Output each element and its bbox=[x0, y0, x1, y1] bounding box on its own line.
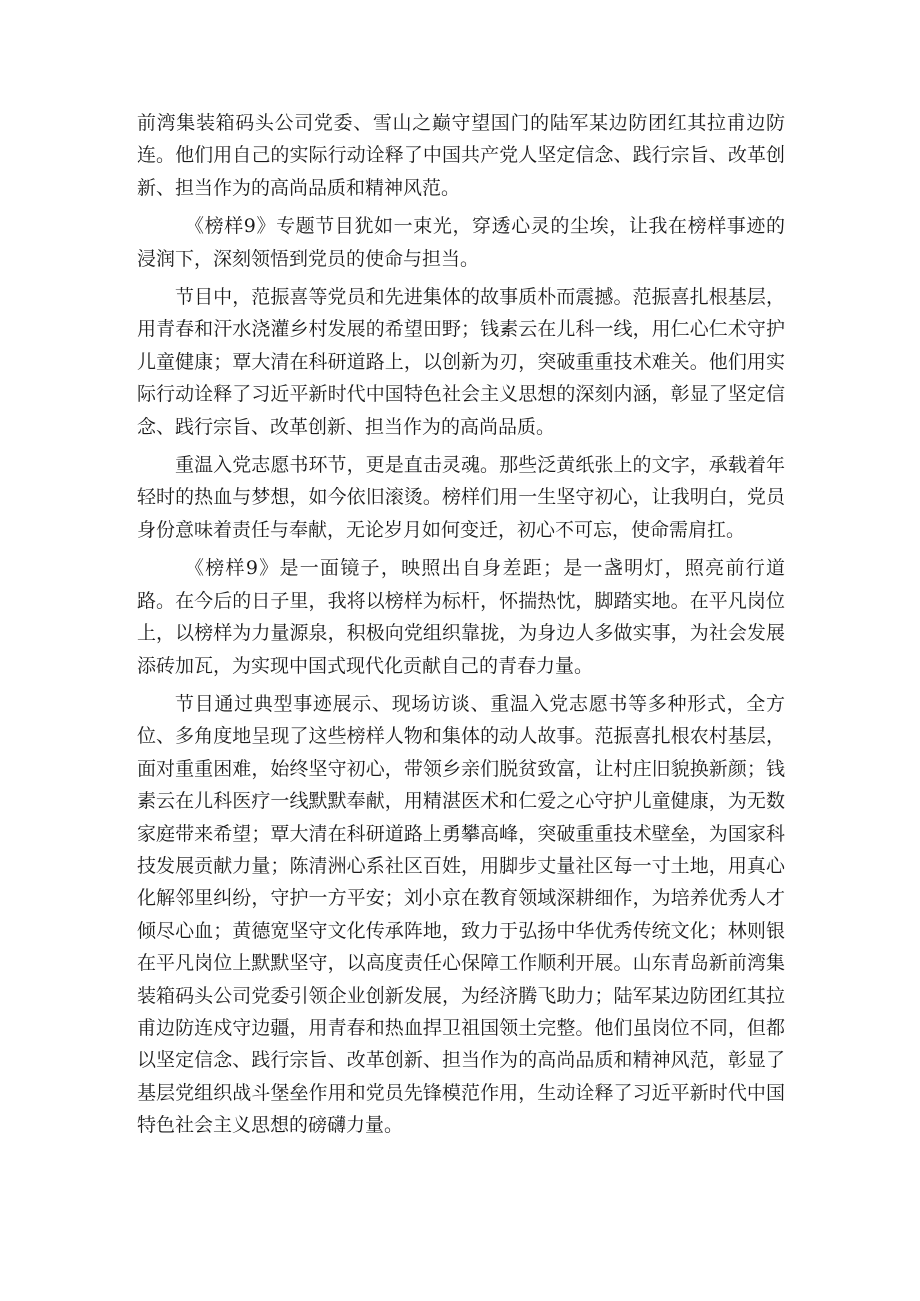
paragraph-continuation: 前湾集装箱码头公司党委、雪山之巅守望国门的陆军某边防团红其拉甫边防连。他们用自己的实际行动诠释了中国共产党人坚定信念、践行宗旨、改革创新、担当作为的高尚品质和精神风范。 bbox=[137, 112, 785, 199]
paragraph-program-summary: 节目通过典型事迹展示、现场访谈、重温入党志愿书等多种形式，全方位、多角度地呈现了这些榜样人物和集体的动人故事。范振喜扎根农村基层，面对重重困难，始终坚守初心，带领乡亲们脱贫致富，让村庄旧貌换新颜；钱素云在儿科医疗一线默默奉献，用精湛医术和仁爱之心守护儿童健康，为无数家庭带来希望；覃大清在科研道路上勇攀高峰，突破重重技术壁垒，为国家科技发展贡献力量；陈清洲心系社区百姓，用脚步丈量社区每一寸土地，用真心化解邻里纠纷，守护一方平安；刘小京在教育领域深耕细作，为培养优秀人才倾尽心血；黄德宽坚守文化传承阵地，致力于弘扬中华优秀传统文化；林则银在平凡岗位上默默坚守，以高度责任心保障工作顺利开展。山东青岛新前湾集装箱码头公司党委引领企业创新发展，为经济腾飞助力；陆军某边防团红其拉甫边防连戍守边疆，用青春和热血捍卫祖国领土完整。他们虽岗位不同，但都以坚定信念、践行宗旨、改革创新、担当作为的高尚品质和精神风范，彰显了基层党组织战斗堡垒作用和党员先锋模范作用，生动诠释了习近平新时代中国特色社会主义思想的磅礴力量。 bbox=[137, 692, 785, 1137]
document-body bbox=[137, 107, 785, 1148]
paragraph-program-stories: 节目中，范振喜等党员和先进集体的故事质朴而震撼。范振喜扎根基层，用青春和汗水浇灌乡村发展的希望田野；钱素云在儿科一线，用仁心仁术守护儿童健康；覃大清在科研道路上，以创新为刃，突破重重技术难关。他们用实际行动诠释了习近平新时代中国特色社会主义思想的深刻内涵，彰显了坚定信念、践行宗旨、改革创新、担当作为的高尚品质。 bbox=[137, 286, 785, 438]
paragraph-party-application: 重温入党志愿书环节，更是直击灵魂。那些泛黄纸张上的文字，承载着年轻时的热血与梦想，如今依旧滚烫。榜样们用一生坚守初心，让我明白，党员身份意味着责任与奉献，无论岁月如何变迁，初心不可忘，使命需肩扛。 bbox=[137, 454, 785, 541]
paragraph-mirror-lamp: 《榜样9》是一面镜子，映照出自身差距；是一盏明灯，照亮前行道路。在今后的日子里，我将以榜样为标杆，怀揣热忱，脚踏实地。在平凡岗位上，以榜样为力量源泉，积极向党组织靠拢，为身边人多做实事，为社会发展添砖加瓦，为实现中国式现代化贡献自己的青春力量。 bbox=[137, 557, 785, 677]
paragraph-program-intro: 《榜样9》专题节目犹如一束光，穿透心灵的尘埃，让我在榜样事迹的浸润下，深刻领悟到党员的使命与担当。 bbox=[137, 215, 785, 270]
